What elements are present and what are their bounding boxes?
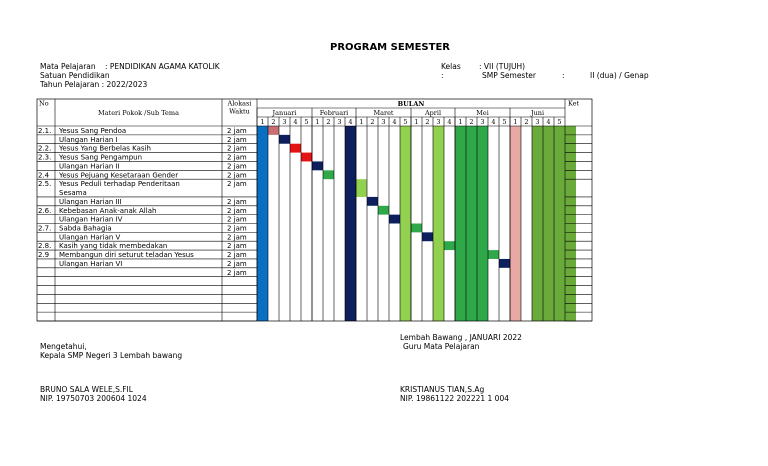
row-no: 2.1. bbox=[38, 127, 52, 135]
week-number: 4 bbox=[392, 118, 397, 126]
row-materi: Kasih yang tidak membedakan bbox=[59, 242, 168, 251]
week-number: 1 bbox=[458, 118, 463, 126]
row-materi: Sabda Bahagia bbox=[59, 224, 112, 233]
row-alokasi: 2 jam bbox=[227, 251, 247, 260]
week-bar bbox=[554, 126, 565, 321]
row-alokasi: 2 jam bbox=[227, 180, 247, 189]
week-bar bbox=[510, 126, 521, 321]
row-alokasi: 2 jam bbox=[227, 162, 247, 171]
month-label: Mei bbox=[476, 109, 489, 117]
week-number: 2 bbox=[370, 118, 375, 126]
kelas-label: Kelas bbox=[441, 62, 461, 71]
week-cell bbox=[422, 232, 433, 241]
week-cell bbox=[268, 126, 279, 135]
week-cell bbox=[499, 259, 510, 268]
row-alokasi: 2 jam bbox=[227, 224, 247, 233]
kepala-label: Kepala SMP Negeri 3 Lembah bawang bbox=[40, 351, 183, 360]
row-alokasi: 2 jam bbox=[227, 242, 247, 251]
week-bar bbox=[455, 126, 466, 321]
row-alokasi: 2 jam bbox=[227, 153, 247, 162]
row-materi: Yesus Sang Pendoa bbox=[59, 127, 127, 135]
week-cell bbox=[444, 241, 455, 250]
week-cell bbox=[411, 224, 422, 233]
row-alokasi: 2 jam bbox=[227, 144, 247, 153]
row-no: 2.2. bbox=[38, 144, 52, 153]
col-no-header: No bbox=[39, 99, 49, 108]
satuan-label: Satuan Pendidikan bbox=[40, 71, 110, 80]
week-number: 2 bbox=[524, 118, 529, 126]
row-materi: Ulangan Harian II bbox=[59, 162, 120, 171]
col-bulan-header: BULAN bbox=[397, 100, 425, 108]
month-label: Februari bbox=[319, 109, 349, 117]
row-alokasi: 2 jam bbox=[227, 215, 247, 224]
row-alokasi: 2 jam bbox=[227, 127, 247, 135]
week-cell bbox=[312, 161, 323, 170]
week-number: 5 bbox=[502, 118, 507, 126]
guru-label: Guru Mata Pelajaran bbox=[403, 342, 480, 351]
week-number: 4 bbox=[546, 118, 551, 126]
month-label: Juni bbox=[530, 109, 545, 117]
week-cell bbox=[356, 179, 367, 197]
week-cell bbox=[290, 144, 301, 153]
row-no: 2.3. bbox=[38, 153, 52, 162]
row-materi: Yesus Peduli terhadap Penderitaan bbox=[59, 180, 180, 189]
week-number: 2 bbox=[271, 118, 276, 126]
week-number: 4 bbox=[348, 118, 353, 126]
row-materi: Membangun diri seturut teladan Yesus bbox=[59, 251, 194, 260]
week-bar bbox=[433, 126, 444, 321]
week-number: 4 bbox=[293, 118, 298, 126]
mapel-value: : PENDIDIKAN AGAMA KATOLIK bbox=[105, 62, 220, 71]
row-no: 2.6. bbox=[38, 206, 52, 215]
week-number: 2 bbox=[469, 118, 474, 126]
mapel-label: Mata Pelajaran bbox=[40, 62, 96, 71]
row-no: 2.4 bbox=[38, 171, 50, 180]
row-materi-cont: Sesama bbox=[59, 189, 87, 198]
row-no: 2.5. bbox=[38, 180, 52, 189]
week-cell bbox=[367, 197, 378, 206]
week-cell bbox=[279, 135, 290, 144]
week-number: 1 bbox=[359, 118, 364, 126]
week-number: 2 bbox=[425, 118, 430, 126]
row-no: 2.9 bbox=[38, 251, 50, 260]
semester-value: II (dua) / Genap bbox=[590, 71, 649, 80]
smp-semester: SMP Semester bbox=[482, 71, 536, 80]
row-materi: Ulangan Harian VI bbox=[59, 259, 123, 268]
col-materi-header: Materi Pokok /Sub Tema bbox=[98, 109, 179, 117]
col-alokasi-header: Alokasi bbox=[227, 99, 252, 108]
week-number: 3 bbox=[436, 118, 441, 126]
row-alokasi: 2 jam bbox=[227, 259, 247, 268]
row-materi: Kebebasan Anak-anak Allah bbox=[59, 206, 157, 215]
row-alokasi: 2 jam bbox=[227, 135, 247, 144]
row-alokasi: 2 jam bbox=[227, 197, 247, 206]
page-title: PROGRAM SEMESTER bbox=[330, 42, 450, 53]
row-materi: Yesus Yang Berbelas Kasih bbox=[59, 144, 151, 153]
week-number: 2 bbox=[326, 118, 331, 126]
week-cell bbox=[323, 170, 334, 179]
row-materi: Yesus Sang Pengampun bbox=[59, 153, 143, 162]
week-number: 1 bbox=[260, 118, 265, 126]
week-number: 3 bbox=[480, 118, 485, 126]
week-number: 3 bbox=[337, 118, 342, 126]
guru-name: KRISTIANUS TIAN,S.Ag bbox=[400, 385, 485, 394]
row-materi: Ulangan Harian IV bbox=[59, 215, 123, 224]
week-number: 4 bbox=[491, 118, 496, 126]
row-materi: Ulangan Harian V bbox=[59, 233, 121, 242]
row-alokasi: 2 jam bbox=[227, 233, 247, 242]
week-number: 4 bbox=[447, 118, 452, 126]
place-date: Lembah Bawang , JANUARI 2022 bbox=[400, 333, 522, 342]
kelas-value: : VII (TUJUH) bbox=[479, 62, 526, 71]
kepsek-nip: NIP. 19750703 200604 1024 bbox=[40, 394, 147, 403]
row-alokasi: 2 jam bbox=[227, 171, 247, 180]
week-number: 5 bbox=[403, 118, 408, 126]
month-label: Maret bbox=[373, 109, 394, 117]
week-number: 5 bbox=[304, 118, 309, 126]
month-label: April bbox=[424, 109, 442, 117]
week-number: 1 bbox=[315, 118, 320, 126]
col-ket-header: Ket bbox=[568, 99, 580, 108]
week-cell bbox=[389, 215, 400, 224]
week-cell bbox=[488, 250, 499, 259]
row-materi: Ulangan Harian I bbox=[59, 135, 118, 144]
week-bar bbox=[257, 126, 268, 321]
col-alokasi-header-2: Waktu bbox=[229, 107, 250, 116]
tahun-label: Tahun Pelajaran : 2022/2023 bbox=[40, 80, 148, 89]
week-bar bbox=[345, 126, 356, 321]
row-alokasi: 2 jam bbox=[227, 268, 247, 277]
week-bar bbox=[477, 126, 488, 321]
week-number: 3 bbox=[535, 118, 540, 126]
row-no: 2.7. bbox=[38, 224, 52, 233]
row-materi: Ulangan Harian III bbox=[59, 197, 122, 206]
row-alokasi: 2 jam bbox=[227, 206, 247, 215]
week-number: 1 bbox=[414, 118, 419, 126]
colon-2: : bbox=[562, 71, 565, 80]
week-cell bbox=[301, 153, 312, 162]
colon-1: : bbox=[441, 71, 444, 80]
week-bar bbox=[466, 126, 477, 321]
week-number: 3 bbox=[282, 118, 287, 126]
mengetahui: Mengetahui, bbox=[40, 342, 87, 351]
row-materi: Yesus Pejuang Kesetaraan Gender bbox=[59, 171, 179, 180]
week-bar bbox=[532, 126, 543, 321]
week-bar bbox=[400, 126, 411, 321]
week-number: 3 bbox=[381, 118, 386, 126]
kepsek-name: BRUNO SALA WELE,S.FIL bbox=[40, 385, 133, 394]
week-bar bbox=[543, 126, 554, 321]
week-cell bbox=[378, 206, 389, 215]
week-number: 5 bbox=[557, 118, 562, 126]
month-label: Januari bbox=[272, 109, 297, 117]
row-no: 2.8. bbox=[38, 242, 52, 251]
week-number: 1 bbox=[513, 118, 518, 126]
guru-nip: NIP. 19861122 202221 1 004 bbox=[400, 394, 509, 403]
